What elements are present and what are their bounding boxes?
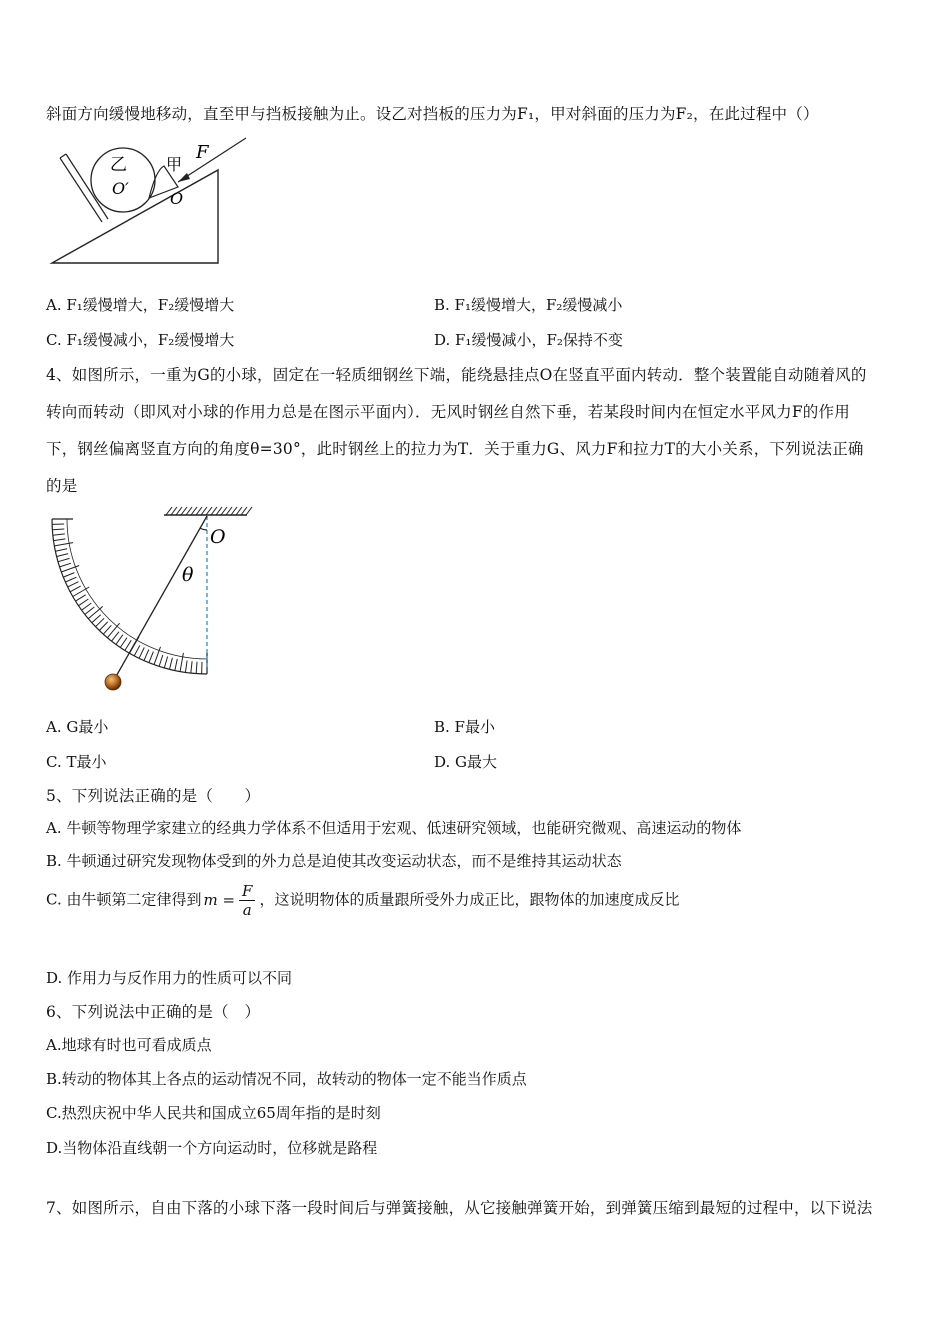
q3-incline-figure xyxy=(46,130,256,270)
scale-tick xyxy=(170,658,173,670)
q3-option-c[interactable]: C. F₁缓慢减小，F₂缓慢增大 xyxy=(46,331,235,349)
q3-stem: 斜面方向缓慢地移动，直至甲与挡板接触为止。设乙对挡板的压力为F₁，甲对斜面的压力为F₂，在此过程中（） xyxy=(46,105,819,123)
scale-tick xyxy=(58,558,70,561)
scale-tick xyxy=(55,549,67,552)
scale-tick xyxy=(159,655,163,666)
scale-tick xyxy=(70,586,81,592)
q4-stem-line-2: 转向而转动（即风对小球的作用力总是在图示平面内）．无风时钢丝自然下垂，若某段时间内在恒定水平风力F的作用 xyxy=(46,403,850,421)
q6-option-c[interactable]: C.热烈庆祝中华人民共和国成立65周年指的是时刻 xyxy=(46,1104,381,1122)
q5-formula-fraction xyxy=(239,882,255,919)
q4-stem-line-4: 的是 xyxy=(46,477,78,495)
label-theta: θ xyxy=(182,564,194,586)
small-ball xyxy=(105,674,121,690)
scale-tick xyxy=(191,661,192,673)
q4-option-b[interactable]: B. F最小 xyxy=(434,718,495,736)
hatch-mark xyxy=(166,507,172,515)
scale-tick xyxy=(52,529,64,530)
scale-tick xyxy=(79,599,89,606)
scale-tick xyxy=(144,650,149,661)
q5-formula-denominator: a xyxy=(242,901,252,919)
scale-tick xyxy=(96,618,105,626)
scale-tick xyxy=(107,623,119,638)
q4-stem-line-3: 下，钢丝偏离竖直方向的角度θ=30°，此时钢丝上的拉力为T．关于重力G、风力F和拉力T的大小关系，下列说法正确 xyxy=(46,440,864,458)
q3-option-d[interactable]: D. F₁缓慢减小，F₂保持不变 xyxy=(434,331,623,349)
label-yi: 乙 xyxy=(110,155,127,175)
hatch-mark xyxy=(241,507,247,515)
baffle-edge-1 xyxy=(60,158,102,222)
protractor-scale xyxy=(52,519,207,674)
q7-stem: 7、如图所示，自由下落的小球下落一段时间后与弹簧接触，从它接触弹簧开始，到弹簧压缩到最短的过程中，以下说法 xyxy=(46,1199,873,1217)
scale-tick xyxy=(63,573,74,578)
q4-stem-line-1: 4、如图所示，一重为G的小球，固定在一轻质细钢丝下端，能绕悬挂点O在竖直平面内转动．整个装置能自动随着风的 xyxy=(46,366,867,384)
hatch-mark xyxy=(231,507,237,515)
hatch-mark xyxy=(216,507,222,515)
hatch-mark xyxy=(246,507,252,515)
scale-tick xyxy=(139,648,144,659)
hatch-mark xyxy=(221,507,227,515)
scale-tick xyxy=(180,653,183,672)
scale-tick xyxy=(73,587,89,597)
hatch-mark xyxy=(201,507,207,515)
hatch-mark xyxy=(211,507,217,515)
label-O: O xyxy=(210,526,226,548)
hatch-mark xyxy=(206,507,212,515)
scale-tick xyxy=(57,554,69,557)
q5-option-c[interactable] xyxy=(46,882,679,919)
q6-option-a[interactable]: A.地球有时也可看成质点 xyxy=(46,1036,212,1054)
scale-tick xyxy=(82,603,92,610)
q4-option-d[interactable]: D. G最大 xyxy=(434,753,498,771)
scale-tick xyxy=(85,607,94,614)
q5-option-c-prefix: C. 由牛顿第二定律得到 xyxy=(46,890,202,909)
scale-tick xyxy=(54,539,66,541)
q3-option-b[interactable]: B. F₁缓慢增大，F₂缓慢减小 xyxy=(434,296,623,314)
scale-tick xyxy=(149,652,154,663)
q5-option-b[interactable]: B. 牛顿通过研究发现物体受到的外力总是迫使其改变运动状态，而不是维持其运动状态 xyxy=(46,852,622,870)
scale-tick xyxy=(103,625,111,634)
hatch-mark xyxy=(191,507,197,515)
scale-tick xyxy=(53,534,65,535)
hatch-mark xyxy=(186,507,192,515)
scale-tick xyxy=(116,635,123,645)
q4-pendulum-figure xyxy=(40,505,260,695)
scale-tick xyxy=(185,661,187,673)
scale-tick xyxy=(120,638,127,648)
hatch-mark xyxy=(181,507,187,515)
q4-option-c[interactable]: C. T最小 xyxy=(46,753,107,771)
hatch-mark xyxy=(226,507,232,515)
baffle-edge-2 xyxy=(66,154,108,219)
label-jia: 甲 xyxy=(166,155,183,174)
q5-stem: 5、下列说法正确的是（ ） xyxy=(46,787,261,805)
scale-tick xyxy=(60,563,71,567)
scale-tick xyxy=(88,606,103,618)
q5-option-c-suffix: ，这说明物体的质量跟所受外力成正比，跟物体的加速度成反比 xyxy=(259,890,680,909)
scale-tick xyxy=(175,659,178,671)
hatch-mark xyxy=(236,507,242,515)
scale-tick xyxy=(76,595,86,601)
q4-option-a[interactable]: A. G最小 xyxy=(46,718,109,736)
steel-wire xyxy=(114,516,207,680)
hatch-mark xyxy=(171,507,177,515)
theta-arc xyxy=(200,528,207,530)
hatch-mark xyxy=(196,507,202,515)
label-O: O xyxy=(170,189,184,208)
scale-tick xyxy=(164,657,167,669)
hatch-mark xyxy=(176,507,182,515)
q5-formula-lhs: m = xyxy=(203,890,236,909)
scale-tick xyxy=(65,577,76,582)
scale-tick xyxy=(112,632,119,641)
label-F: F xyxy=(196,142,209,163)
scale-tick xyxy=(54,543,73,546)
q5-formula-numerator: F xyxy=(239,882,255,901)
scale-tick xyxy=(68,582,79,587)
q3-option-a[interactable]: A. F₁缓慢增大，F₂缓慢增大 xyxy=(46,296,235,314)
q6-option-b[interactable]: B.转动的物体其上各点的运动情况不同，故转动的物体一定不能当作质点 xyxy=(46,1070,527,1088)
scale-tick xyxy=(92,615,101,623)
q6-stem: 6、下列说法中正确的是（ ） xyxy=(46,1003,261,1021)
q6-option-d[interactable]: D.当物体沿直线朝一个方向运动时，位移就是路程 xyxy=(46,1139,378,1157)
scale-tick xyxy=(134,645,140,656)
q5-option-d[interactable]: D. 作用力与反作用力的性质可以不同 xyxy=(46,969,293,987)
force-F-arrowhead xyxy=(178,173,190,182)
scale-tick xyxy=(99,622,107,631)
ceiling-hatch xyxy=(166,507,252,515)
scale-tick xyxy=(196,662,197,674)
label-O-prime: O′ xyxy=(112,179,129,198)
scale-tick xyxy=(125,640,131,650)
q5-option-a[interactable]: A. 牛顿等物理学家建立的经典力学体系不但适用于宏观、低速研究领域，也能研究微观、高速运动的物体 xyxy=(46,819,742,837)
